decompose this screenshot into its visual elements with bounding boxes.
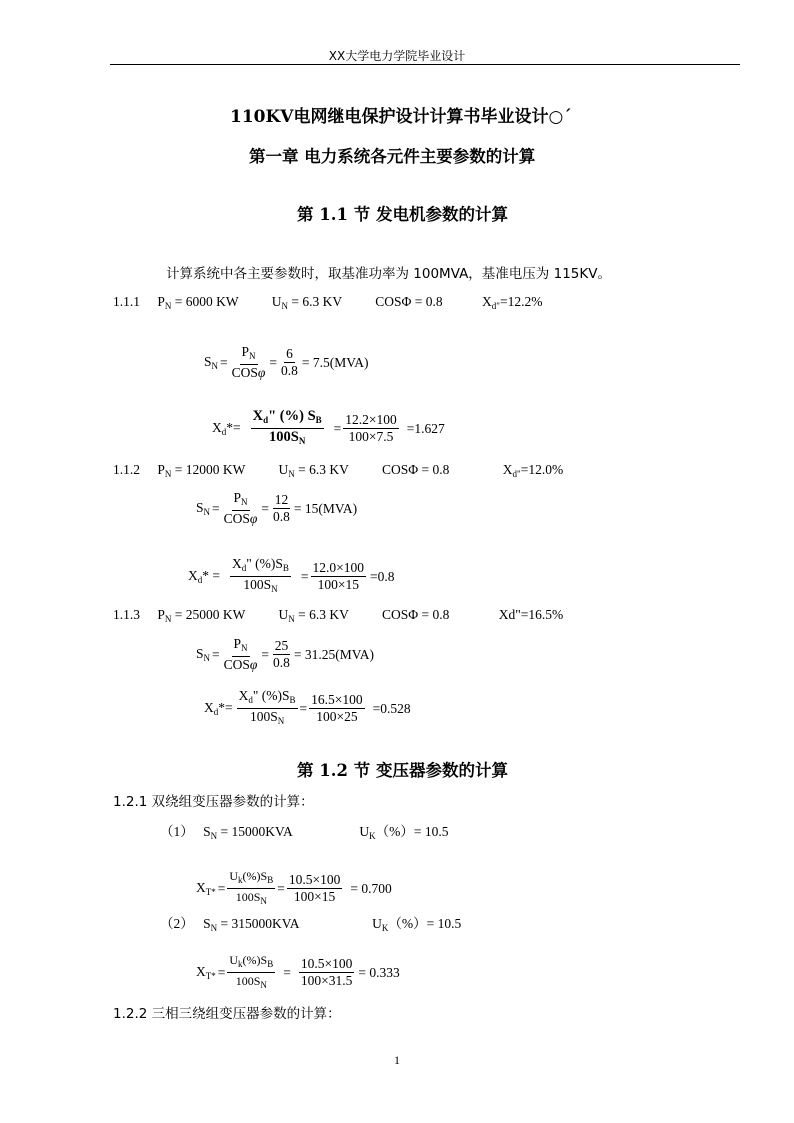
t1b-x-formula: $X_{T*}$ = $\frac{U_k(\%)S_B}{100S_N}$ = $\frac{10.5\times 100}{100\times 31.5}$ = 0.333 <box>196 953 400 990</box>
page-number: 1 <box>394 1053 400 1067</box>
document-title: 110KV电网继电保护设计计算书毕业设计○´ <box>230 107 572 127</box>
item-number: 1.1.1 <box>113 294 140 309</box>
gen1-un-value: = 6.3 KV <box>288 294 342 309</box>
gen1-x-formula: $X_d*=$ $\frac{X_d" (\%) S_B}{100S_N}$ = $\frac{12.2\times 100}{100\times 7.5}$ =1.627 <box>212 408 445 446</box>
gen3-sn-den: 0.8 <box>273 655 290 670</box>
t1b-sn-value: = 315000KVA <box>217 916 299 931</box>
gen2-sn-num: 12 <box>274 492 289 507</box>
gen3-cos-value: = 0.8 <box>418 607 450 622</box>
gen1-xd-value: =12.2% <box>499 294 543 309</box>
gen2-x-formula: $X_d*$ = $\frac{X_d" (\%)S_B}{100S_N}$ = $\frac{12.0\times 100}{100\times 15}$ =0.8 <box>188 556 395 594</box>
t1a-x-formula: $X_{T*}$ = $\frac{U_k(\%)S_B}{100S_N}$ = $\frac{10.5\times 100}{100\times 15}$ = 0.700 <box>196 869 392 906</box>
gen2-un-value: = 6.3 KV <box>294 462 349 477</box>
gen3-x-num: 16.5×100 <box>311 692 363 707</box>
gen3-x-result: =0.528 <box>372 700 411 716</box>
t1b-params-line: （2） $S_N = 315000KVA$ $U_K(\%)= 10.5$ <box>160 916 462 933</box>
chapter-heading: 第一章 电力系统各元件主要参数的计算 <box>249 147 536 166</box>
subsection-heading-1-2-2: 1.2.2 三相三绕组变压器参数的计算： <box>113 1006 341 1022</box>
t1a-uk-value: （%）= 10.5 <box>375 824 449 839</box>
page-header: XX大学电力学院毕业设计 <box>328 49 466 63</box>
gen2-x-result: =0.8 <box>370 568 395 584</box>
section-heading-1-2: 第 1.2 节 变压器参数的计算 <box>297 761 508 780</box>
gen3-pn-value: = 25000 KW <box>171 607 246 622</box>
t1a-x-num: 10.5×100 <box>288 872 341 887</box>
gen1-sn-result: = 7.5(MVA) <box>301 354 369 370</box>
gen2-pn-value: = 12000 KW <box>171 462 246 477</box>
t1b-x-result: = 0.333 <box>358 964 400 980</box>
item-index: （2） <box>160 916 194 931</box>
gen3-sn-result: = 31.25(MVA) <box>293 646 374 662</box>
gen3-params-line: 1.1.3 $P_N = 25000$ KW $U_N = 6.3$ KV COSΦ = 0.8 Xd"=16.5% <box>113 607 564 624</box>
gen2-params-line: 1.1.2 $P_N = 12000$ KW $U_N = 6.3$ KV COSΦ = 0.8 $X_{d"}=12.0\%$ <box>113 462 564 479</box>
t1a-sn-value: = 15000KVA <box>217 824 293 839</box>
gen1-x-num: 12.2×100 <box>345 412 397 427</box>
t1a-x-den: 100×15 <box>293 889 336 904</box>
gen2-sn-formula: $S_N$ = $\frac{P_N}{\text{COSφ}}$ = $\frac{12}{0.8}$ = 15(MVA) <box>196 490 358 526</box>
gen3-un-value: = 6.3 KV <box>294 607 349 622</box>
gen3-sn-formula: $S_N$ = $\frac{P_N}{\text{COSφ}}$ = $\frac{25}{0.8}$ = 31.25(MVA) <box>196 636 374 672</box>
gen2-sn-result: = 15(MVA) <box>293 500 358 516</box>
t1a-params-line: （1） $S_N = 15000KVA$ $U_K(\%)= 10.5$ <box>160 824 449 841</box>
item-index: （1） <box>160 824 194 839</box>
gen1-x-result: =1.627 <box>406 420 445 436</box>
gen2-xd-value: =12.0% <box>520 462 564 477</box>
t1b-uk-value: （%）= 10.5 <box>388 916 462 931</box>
gen2-x-num: 12.0×100 <box>312 560 365 575</box>
gen1-params-line: 1.1.1 $P_N = 6000$ KW $U_N = 6.3$ KV COSΦ = 0.8 $X_{d"}=12.2\%$ <box>113 294 543 311</box>
gen3-sn-num: 25 <box>274 638 289 653</box>
header-rule <box>110 64 740 65</box>
intro-paragraph: 计算系统中各主要参数时，取基准功率为 100MVA，基准电压为 115KV。 <box>166 266 611 282</box>
gen3-xd-value: Xd"=16.5% <box>498 607 564 622</box>
gen1-pn-value: = 6000 KW <box>171 294 239 309</box>
gen1-x-den: 100×7.5 <box>348 429 394 444</box>
item-number: 1.1.3 <box>113 607 140 622</box>
gen1-cos-value: = 0.8 <box>411 294 443 309</box>
gen3-x-den: 100×25 <box>316 709 358 724</box>
gen2-x-den: 100×15 <box>317 577 359 592</box>
gen3-x-formula: $X_d*=$ $\frac{X_d" (\%)S_B}{100S_N}$ = $\frac{16.5\times 100}{100\times 25}$ =0.528 <box>204 688 411 726</box>
gen1-sn-formula: $S_N$ = $\frac{P_N}{\text{COSφ}}$ = $\frac{6}{0.8}$ = 7.5(MVA) <box>204 344 369 380</box>
item-number: 1.1.2 <box>113 462 140 477</box>
subsection-heading-1-2-1: 1.2.1 双绕组变压器参数的计算： <box>113 794 314 810</box>
gen2-sn-den: 0.8 <box>273 509 290 524</box>
t1b-x-den: 100×31.5 <box>300 973 353 988</box>
section-heading-1-1: 第 1.1 节 发电机参数的计算 <box>297 205 508 224</box>
gen2-cos-value: = 0.8 <box>418 462 450 477</box>
t1a-x-result: = 0.700 <box>350 880 392 896</box>
t1b-x-num: 10.5×100 <box>300 956 353 971</box>
